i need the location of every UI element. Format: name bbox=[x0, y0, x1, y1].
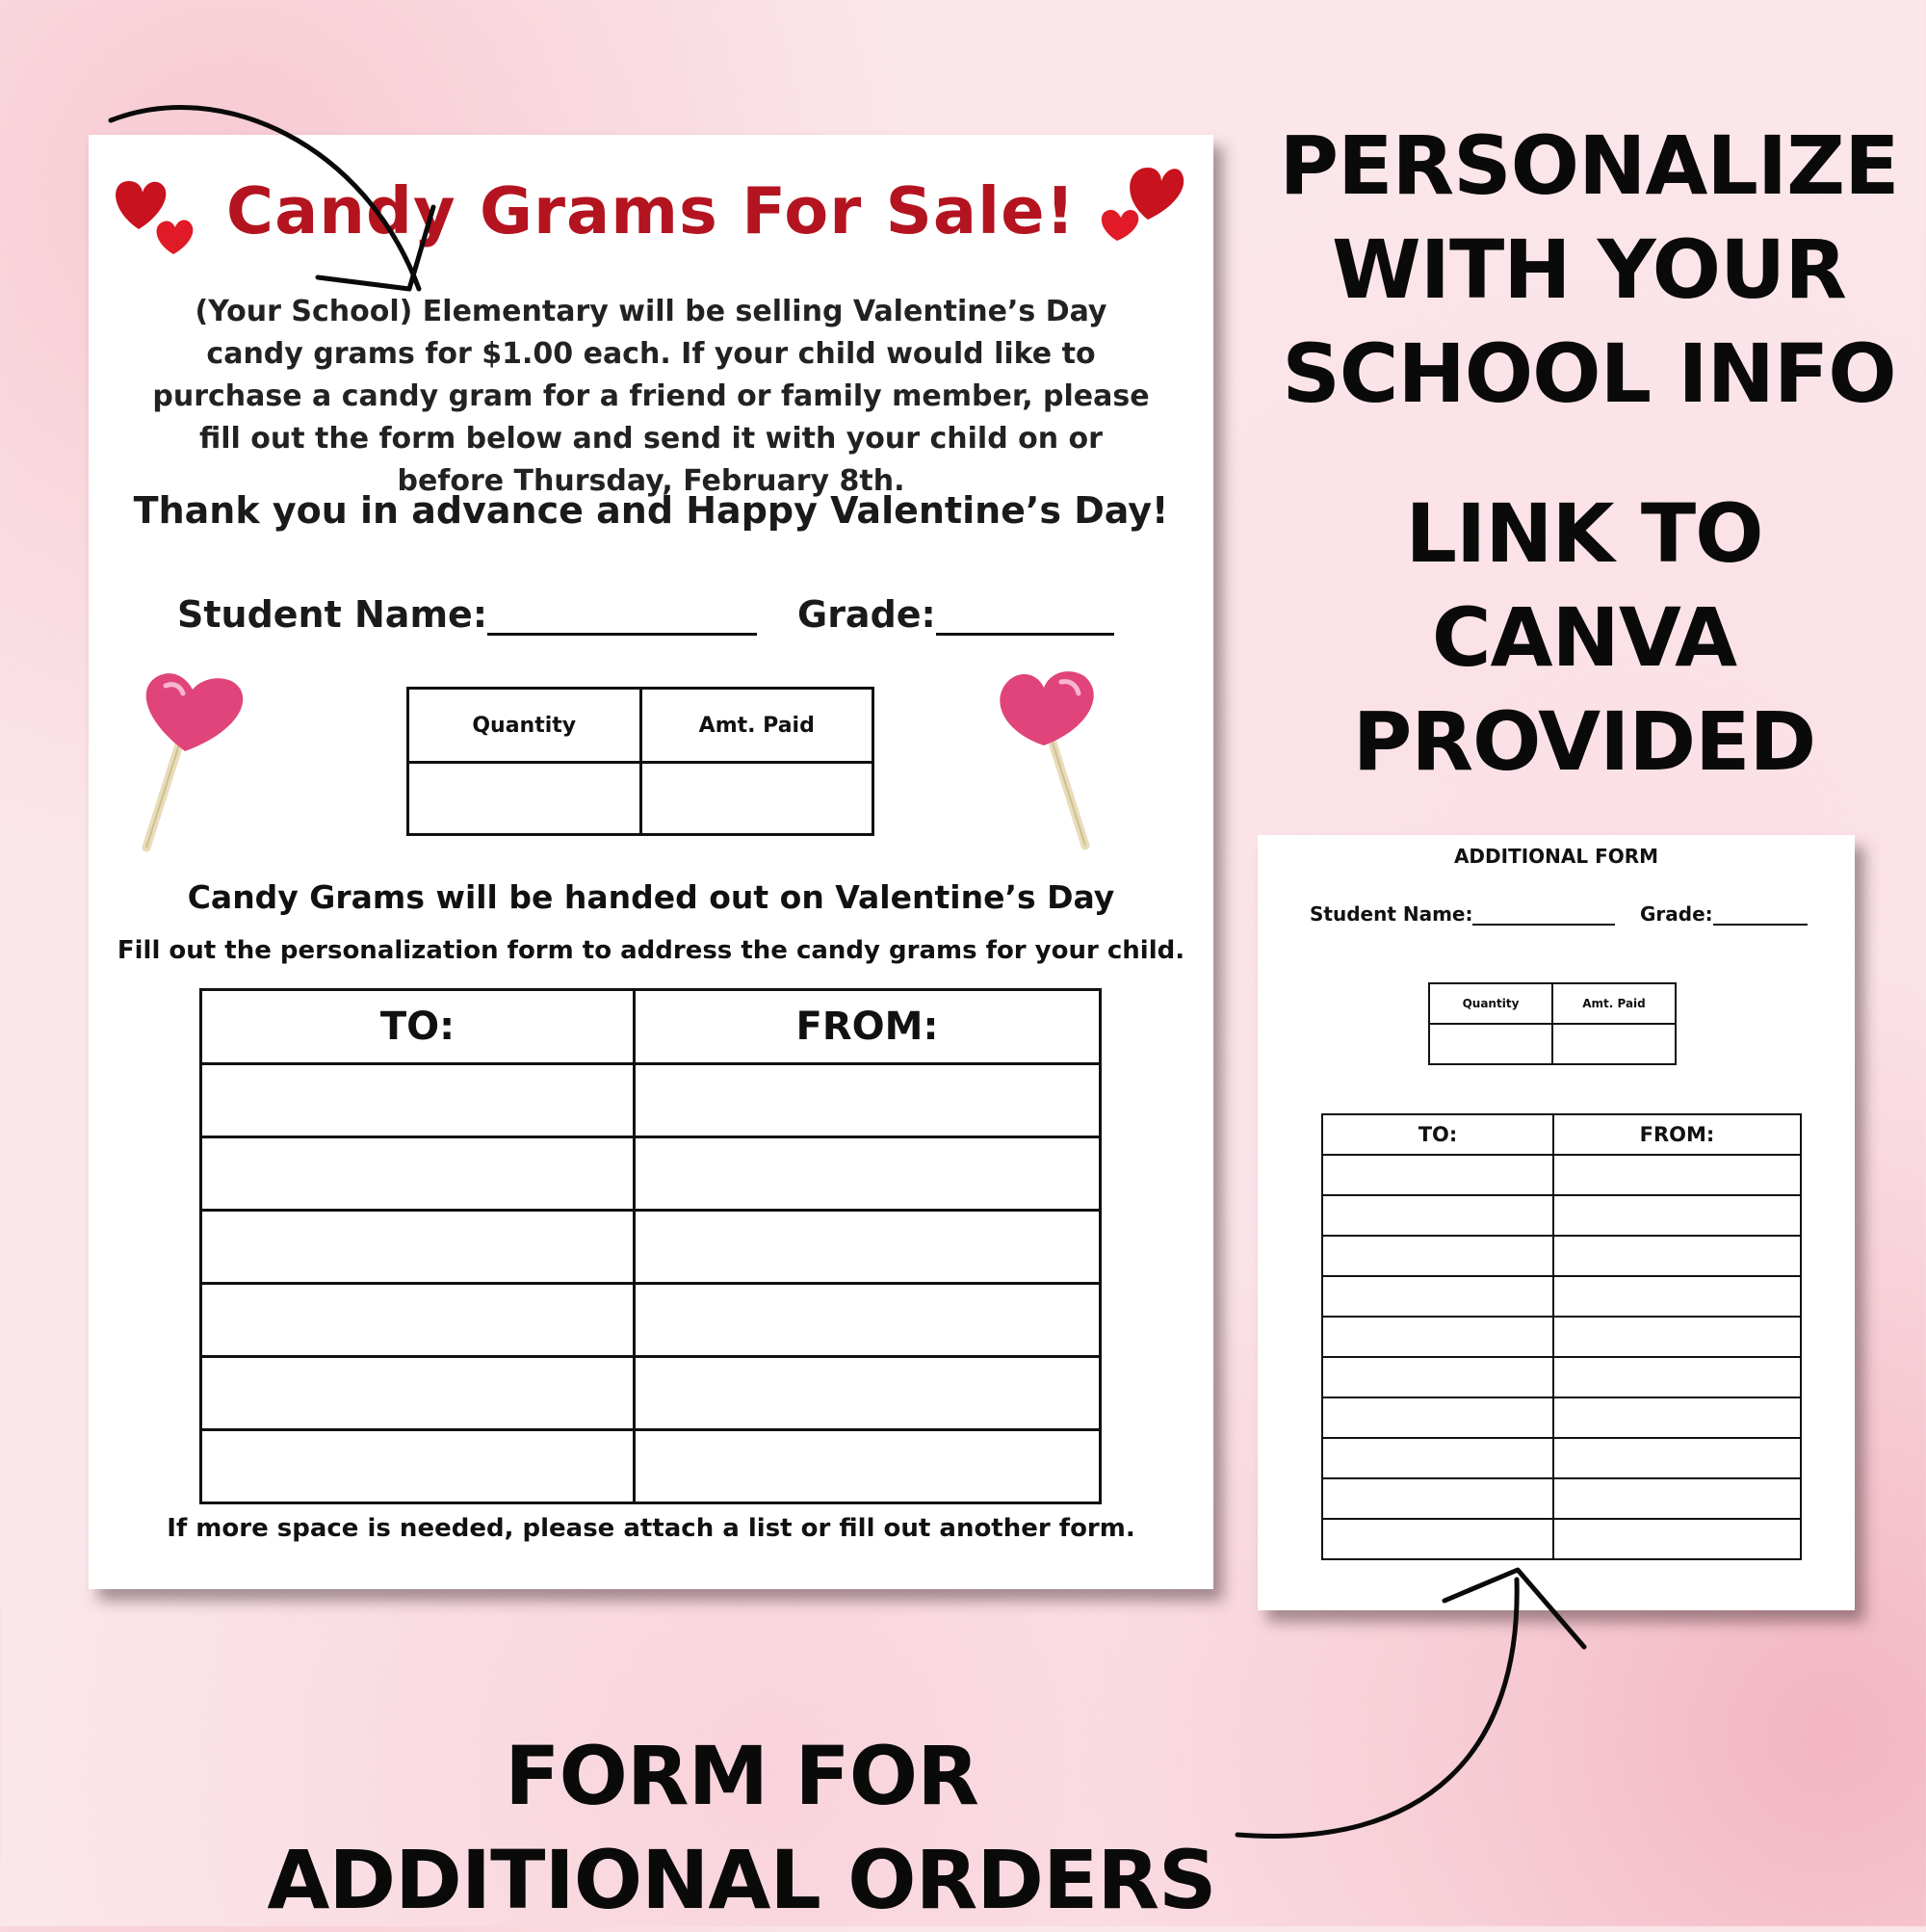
more-space-note: If more space is needed, please attach a list or fill out another form. bbox=[167, 1514, 1135, 1543]
mini-from-header: FROM: bbox=[1553, 1114, 1801, 1155]
mini-to-header: TO: bbox=[1322, 1114, 1553, 1155]
personalize-callout: PERSONALIZE WITH YOUR SCHOOL INFO bbox=[1279, 118, 1899, 421]
amt-paid-header: Amt. Paid bbox=[640, 689, 873, 763]
quantity-header: Quantity bbox=[408, 689, 641, 763]
mini-amt-paid-header: Amt. Paid bbox=[1552, 983, 1676, 1024]
mini-student-name-label: Student Name: bbox=[1310, 902, 1473, 926]
additional-form-title: ADDITIONAL FORM bbox=[1453, 845, 1659, 868]
mini-quantity-header: Quantity bbox=[1429, 983, 1552, 1024]
student-name-label: Student Name: bbox=[177, 593, 488, 636]
handed-out-text: Candy Grams will be handed out on Valentine’s Day bbox=[187, 878, 1115, 916]
additional-orders-callout: FORM FOR ADDITIONAL ORDERS bbox=[267, 1729, 1216, 1927]
from-header: FROM: bbox=[635, 990, 1101, 1064]
to-header: TO: bbox=[201, 990, 635, 1064]
grade-label: Grade: bbox=[797, 593, 936, 636]
mini-grade-label: Grade: bbox=[1640, 902, 1713, 926]
fill-out-instructions: Fill out the personalization form to address the candy grams for your child. bbox=[117, 936, 1185, 965]
intro-paragraph: (Your School) Elementary will be selling Valentine’s Day candy grams for $1.00 each. If your child would like to purchase a candy gram for a friend or family member, please fill out the form below and send it with your child on or before Thursday, February 8th. bbox=[152, 295, 1150, 498]
canva-link-callout: LINK TO CANVA PROVIDED bbox=[1352, 486, 1816, 789]
page-title: Candy Grams For Sale! bbox=[225, 173, 1077, 248]
thank-you-text: Thank you in advance and Happy Valentine’s Day! bbox=[133, 489, 1169, 532]
